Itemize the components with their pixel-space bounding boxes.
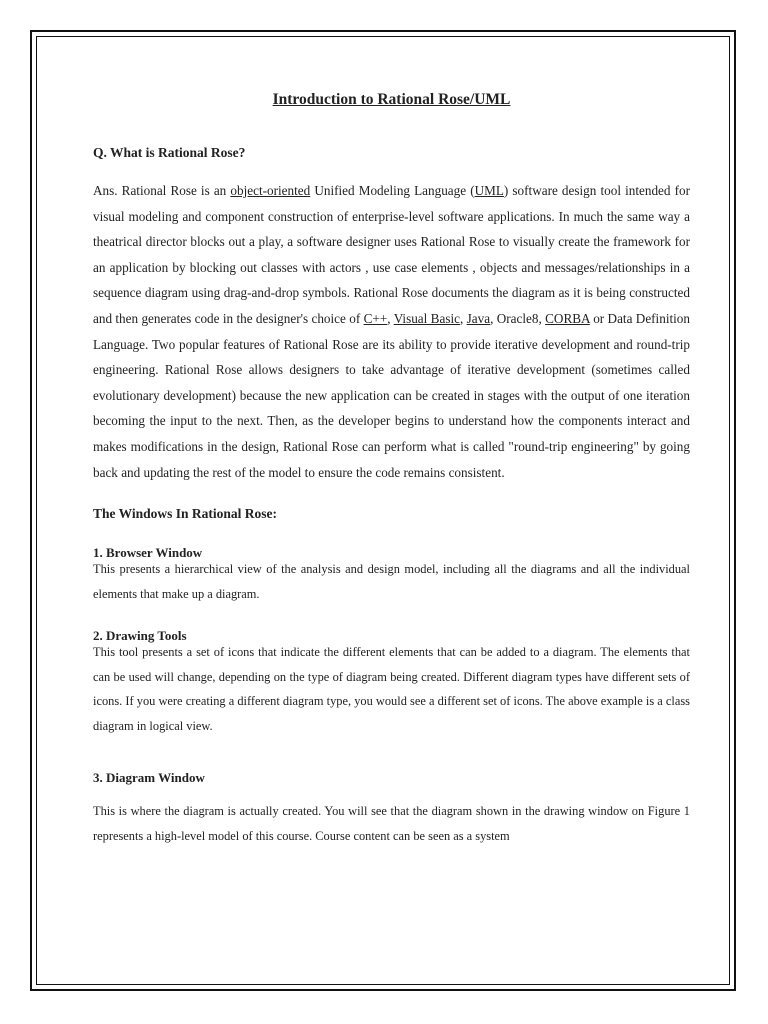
answer-separator-2: , [459,310,467,326]
diagram-window-heading: 3. Diagram Window [93,770,205,786]
document-body [93,80,690,848]
browser-window-body: This presents a hierarchical view of the analysis and design model, including all the diagrams and all the individual elements that make up a diagram. [93,562,690,601]
browser-window-heading: 1. Browser Window [93,545,203,561]
answer-text-5: or Data Definition Language. Two popular features of Rational Rose are its ability to provide iterative development and round-trip engineering. Rational Rose allows designers to take advantage of iterative development (sometimes called evolutionary development) because the new application can be created in stages with the output of one iteration becoming the input to the next. Then, as the developer begins to understand how the components interact and makes modifications in the design, Rational Rose can perform what is called "round-trip engineering" by going back and updating the rest of the model to ensure the code remains consistent. [93,310,690,480]
link-visual-basic[interactable]: Visual Basic [393,310,460,326]
drawing-tools-heading: 2. Drawing Tools [93,628,187,644]
link-object-oriented[interactable]: object-oriented [230,183,311,198]
question-heading: Q. What is Rational Rose? [93,145,246,160]
windows-heading: The Windows In Rational Rose: [93,506,278,522]
drawing-tools-body: This tool presents a set of icons that indicate the different elements that can be added to a diagram. The elements that can be used will change, depending on the type of diagram being created. Different diagram types have different sets of icons. If you were creating a different diagram type, you would see a different set of icons. The above example is a class diagram in logical view. [93,645,690,733]
answer-separator-1: , [387,310,394,326]
answer-paragraph [93,178,690,485]
answer-text-3: ) software design tool intended for visual modeling and component construction of enterprise-level software applications. In much the same way a theatrical director blocks out a play, a software designer uses Rational Rose to visually create the framework for an application by blocking out classes with actors , use case elements , objects and messages/relationships in a sequence diagram using drag-and-drop symbols. Rational Rose documents the diagram as it is being constructed and then generates code in the designer's choice of [93,183,690,326]
answer-text-1: Ans. Rational Rose is an [93,183,231,198]
page-title: Introduction to Rational Rose/UML [272,91,511,108]
diagram-window-body: This is where the diagram is actually created. You will see that the diagram shown in the drawing window on Figure 1 represents a high-level model of this course. Course content can be seen as a system [93,804,690,843]
link-cpp[interactable]: C++ [363,310,388,326]
answer-text-4: , Oracle8, [490,310,546,326]
link-java[interactable]: Java [466,310,491,326]
link-corba[interactable]: CORBA [545,310,590,326]
answer-text-2: Unified Modeling Language ( [310,183,475,198]
link-uml[interactable]: UML [474,183,504,198]
